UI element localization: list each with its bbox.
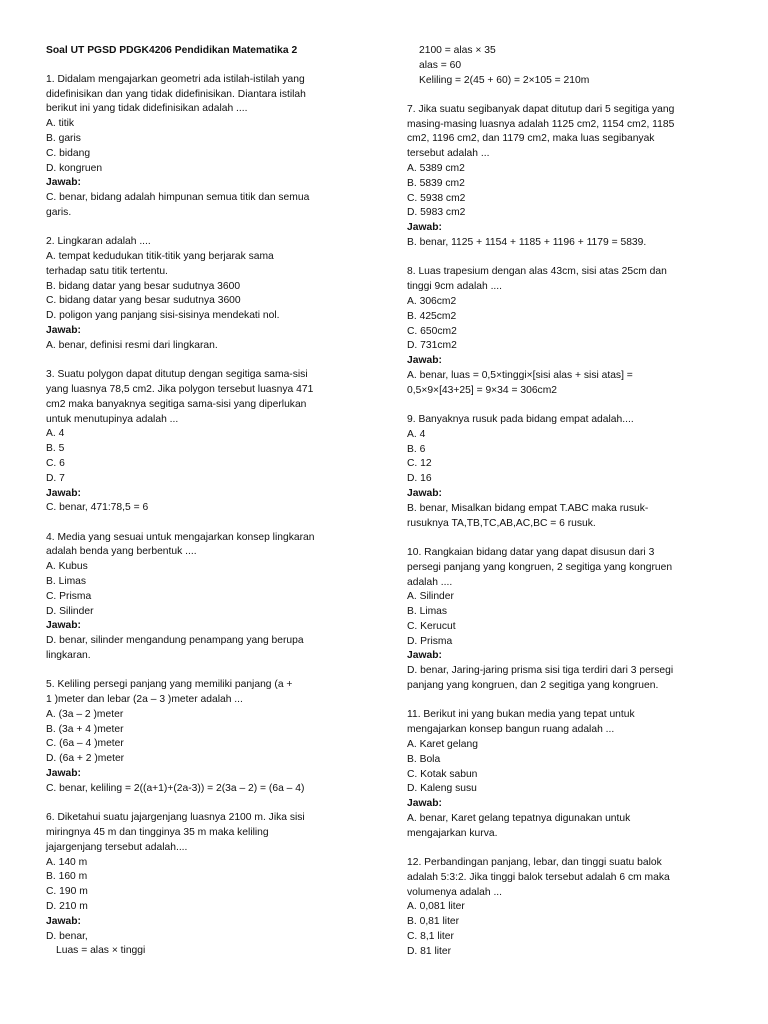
answer-label: Jawab: bbox=[46, 177, 81, 189]
question-text: 1 )meter dan lebar (2a – 3 )meter adalah ... bbox=[46, 694, 243, 706]
answer-option: C. bidang datar yang besar sudutnya 3600 bbox=[46, 295, 241, 307]
answer-option: B. 6 bbox=[407, 443, 426, 455]
right-column bbox=[407, 44, 727, 974]
answer-explanation: Luas = alas × tinggi bbox=[56, 945, 146, 957]
question-text: tersebut adalah ... bbox=[407, 148, 490, 160]
question-text: adalah 5:3:2. Jika tinggi balok tersebut adalah 6 cm maka bbox=[407, 871, 670, 883]
answer-explanation: D. benar, silinder mengandung penampang yang berupa bbox=[46, 635, 304, 647]
answer-option: A. 4 bbox=[46, 428, 65, 440]
document-title: Soal UT PGSD PDGK4206 Pendidikan Matematika 2 bbox=[46, 45, 298, 56]
question-text: 3. Suatu polygon dapat ditutup dengan segitiga sama-sisi bbox=[46, 369, 308, 381]
question-text: untuk menutupinya adalah ... bbox=[46, 413, 179, 425]
answer-option: B. Bola bbox=[407, 753, 441, 765]
question-block bbox=[46, 678, 368, 796]
answer-explanation: rusuknya TA,TB,TC,AB,AC,BC = 6 rusuk. bbox=[407, 517, 596, 529]
question-block bbox=[407, 413, 727, 531]
answer-option: D. 731cm2 bbox=[407, 340, 457, 352]
answer-label: Jawab: bbox=[46, 325, 81, 337]
answer-option: A. titik bbox=[46, 118, 75, 130]
answer-explanation: 0,5×9×[43+25] = 9×34 = 306cm2 bbox=[407, 384, 558, 396]
answer-explanation: A. benar, Karet gelang tepatnya digunakan untuk bbox=[407, 812, 631, 824]
left-column bbox=[46, 44, 368, 974]
answer-continuation bbox=[407, 44, 727, 88]
question-block bbox=[407, 265, 727, 398]
answer-option: D. 7 bbox=[46, 472, 65, 484]
answer-option: C. Prisma bbox=[46, 590, 92, 602]
answer-option: B. 5 bbox=[46, 443, 65, 455]
answer-explanation: D. benar, Jaring-jaring prisma sisi tiga terdiri dari 3 persegi bbox=[407, 665, 674, 677]
answer-label: Jawab: bbox=[407, 222, 442, 234]
question-block bbox=[407, 856, 727, 960]
question-text: terhadap satu titik tertentu. bbox=[46, 265, 168, 277]
answer-label: Jawab: bbox=[407, 650, 442, 662]
answer-option: D. 81 liter bbox=[407, 945, 452, 957]
answer-option: D. Kaleng susu bbox=[407, 783, 477, 795]
answer-explanation: panjang yang kongruen, dan 2 segitiga yang kongruen. bbox=[407, 680, 659, 692]
answer-option: B. (3a + 4 )meter bbox=[46, 723, 124, 735]
answer-explanation: C. benar, bidang adalah himpunan semua titik dan semua bbox=[46, 192, 310, 204]
answer-explanation: A. benar, luas = 0,5×tinggi×[sisi alas + sisi atas] = bbox=[407, 369, 633, 381]
answer-option: A. (3a – 2 )meter bbox=[46, 708, 124, 720]
question-block bbox=[407, 708, 727, 841]
question-text: yang luasnya 78,5 cm2. Jika polygon tersebut luasnya 471 bbox=[46, 383, 314, 395]
answer-option: B. 5839 cm2 bbox=[407, 177, 465, 189]
answer-label: Jawab: bbox=[46, 915, 81, 927]
answer-label: Jawab: bbox=[407, 488, 442, 500]
answer-option: D. 16 bbox=[407, 473, 432, 485]
question-text: volumenya adalah ... bbox=[407, 886, 503, 898]
answer-option: C. 6 bbox=[46, 457, 65, 469]
answer-option: A. 5389 cm2 bbox=[407, 163, 465, 175]
answer-label: Jawab: bbox=[46, 620, 81, 632]
answer-label: Jawab: bbox=[46, 487, 81, 499]
question-text: 11. Berikut ini yang bukan media yang tepat untuk bbox=[407, 709, 635, 721]
answer-option: D. 210 m bbox=[46, 900, 88, 912]
answer-explanation: 2100 = alas × 35 bbox=[419, 45, 496, 56]
answer-label: Jawab: bbox=[407, 355, 442, 367]
question-text: 7. Jika suatu segibanyak dapat ditutup dari 5 segitiga yang bbox=[407, 103, 675, 115]
question-text: 6. Diketahui suatu jajargenjang luasnya 2100 m. Jika sisi bbox=[46, 812, 305, 824]
answer-option: B. Limas bbox=[407, 606, 448, 618]
answer-option: D. Prisma bbox=[407, 635, 453, 647]
answer-option: D. 5983 cm2 bbox=[407, 207, 466, 219]
answer-explanation: B. benar, Misalkan bidang empat T.ABC maka rusuk- bbox=[407, 502, 649, 514]
question-block bbox=[46, 235, 368, 353]
answer-option: A. 0,081 liter bbox=[407, 901, 465, 913]
answer-explanation: Keliling = 2(45 + 60) = 2×105 = 210m bbox=[419, 74, 590, 86]
answer-explanation: B. benar, 1125 + 1154 + 1185 + 1196 + 1179 = 5839. bbox=[407, 237, 647, 249]
question-text: jajargenjang tersebut adalah.... bbox=[46, 841, 188, 853]
question-text: mengajarkan konsep bangun ruang adalah ... bbox=[407, 724, 615, 736]
question-text: 8. Luas trapesium dengan alas 43cm, sisi atas 25cm dan bbox=[407, 266, 667, 278]
question-text: 1. Didalam mengajarkan geometri ada istilah-istilah yang bbox=[46, 73, 305, 85]
answer-option: B. Limas bbox=[46, 576, 87, 587]
answer-label: Jawab: bbox=[46, 768, 81, 780]
answer-option: C. 5938 cm2 bbox=[407, 192, 466, 204]
question-block bbox=[46, 811, 368, 959]
question-text: 4. Media yang sesuai untuk mengajarkan konsep lingkaran bbox=[46, 531, 315, 543]
answer-option: C. 8,1 liter bbox=[407, 931, 454, 943]
answer-option: A. Karet gelang bbox=[407, 738, 478, 750]
question-text: 5. Keliling persegi panjang yang memiliki panjang (a + bbox=[46, 679, 293, 691]
answer-explanation: A. benar, definisi resmi dari lingkaran. bbox=[46, 339, 218, 351]
answer-option: C. 190 m bbox=[46, 886, 88, 898]
question-text: persegi panjang yang kongruen, 2 segitiga yang kongruen bbox=[407, 561, 673, 573]
answer-option: C. 12 bbox=[407, 458, 432, 470]
question-block bbox=[46, 73, 368, 221]
answer-explanation: mengajarkan kurva. bbox=[407, 827, 498, 839]
question-text: masing-masing luasnya adalah 1125 cm2, 1154 cm2, 1185 bbox=[407, 118, 675, 130]
question-block bbox=[46, 531, 368, 664]
answer-label: Jawab: bbox=[407, 798, 442, 810]
answer-option: C. bidang bbox=[46, 147, 91, 159]
answer-option: B. 0,81 liter bbox=[407, 916, 460, 928]
answer-option: C. Kotak sabun bbox=[407, 768, 478, 780]
question-text: 12. Perbandingan panjang, lebar, dan tinggi suatu balok bbox=[407, 857, 662, 869]
question-text: berikut ini yang tidak didefinisikan adalah .... bbox=[46, 103, 248, 115]
answer-option: A. 140 m bbox=[46, 856, 88, 868]
question-text: 10. Rangkaian bidang datar yang dapat disusun dari 3 bbox=[407, 546, 655, 558]
question-text: 2. Lingkaran adalah .... bbox=[46, 236, 151, 248]
answer-option: B. garis bbox=[46, 132, 81, 144]
answer-option: D. Silinder bbox=[46, 605, 94, 617]
answer-option: A. Kubus bbox=[46, 561, 88, 573]
question-block bbox=[407, 103, 727, 251]
question-text: A. tempat kedudukan titik-titik yang berjarak sama bbox=[46, 251, 274, 263]
question-text: cm2 maka banyaknya segitiga sama-sisi yang diperlukan bbox=[46, 398, 307, 410]
question-text: cm2, 1196 cm2, dan 1179 cm2, maka luas segibanyak bbox=[407, 133, 655, 145]
answer-option: A. 4 bbox=[407, 428, 426, 440]
answer-option: D. kongruen bbox=[46, 162, 103, 174]
answer-option: C. 650cm2 bbox=[407, 325, 457, 337]
answer-explanation: D. benar, bbox=[46, 930, 88, 942]
question-block bbox=[46, 368, 368, 516]
answer-explanation: C. benar, keliling = 2((a+1)+(2a-3)) = 2(3a – 2) = (6a – 4) bbox=[46, 782, 305, 794]
question-text: adalah benda yang berbentuk .... bbox=[46, 546, 197, 558]
question-text: adalah .... bbox=[407, 576, 453, 588]
answer-option: D. poligon yang panjang sisi-sisinya mendekati nol. bbox=[46, 310, 280, 322]
question-text: 9. Banyaknya rusuk pada bidang empat adalah.... bbox=[407, 414, 634, 426]
question-text: tinggi 9cm adalah .... bbox=[407, 281, 503, 293]
answer-option: C. Kerucut bbox=[407, 620, 456, 632]
question-text: didefinisikan dan yang tidak didefinisikan. Diantara istilah bbox=[46, 88, 306, 100]
answer-option: B. 425cm2 bbox=[407, 310, 457, 322]
answer-option: B. bidang datar yang besar sudutnya 3600 bbox=[46, 280, 241, 292]
answer-option: A. 306cm2 bbox=[407, 295, 457, 307]
question-text: miringnya 45 m dan tingginya 35 m maka keliling bbox=[46, 826, 269, 838]
answer-explanation: alas = 60 bbox=[419, 59, 462, 71]
answer-option: A. Silinder bbox=[407, 591, 454, 603]
answer-option: D. (6a + 2 )meter bbox=[46, 753, 125, 765]
answer-option: B. 160 m bbox=[46, 871, 88, 883]
question-block bbox=[407, 546, 727, 694]
answer-explanation: C. benar, 471:78,5 = 6 bbox=[46, 502, 149, 514]
answer-explanation: garis. bbox=[46, 206, 72, 218]
answer-explanation: lingkaran. bbox=[46, 649, 91, 661]
answer-option: C. (6a – 4 )meter bbox=[46, 738, 124, 750]
